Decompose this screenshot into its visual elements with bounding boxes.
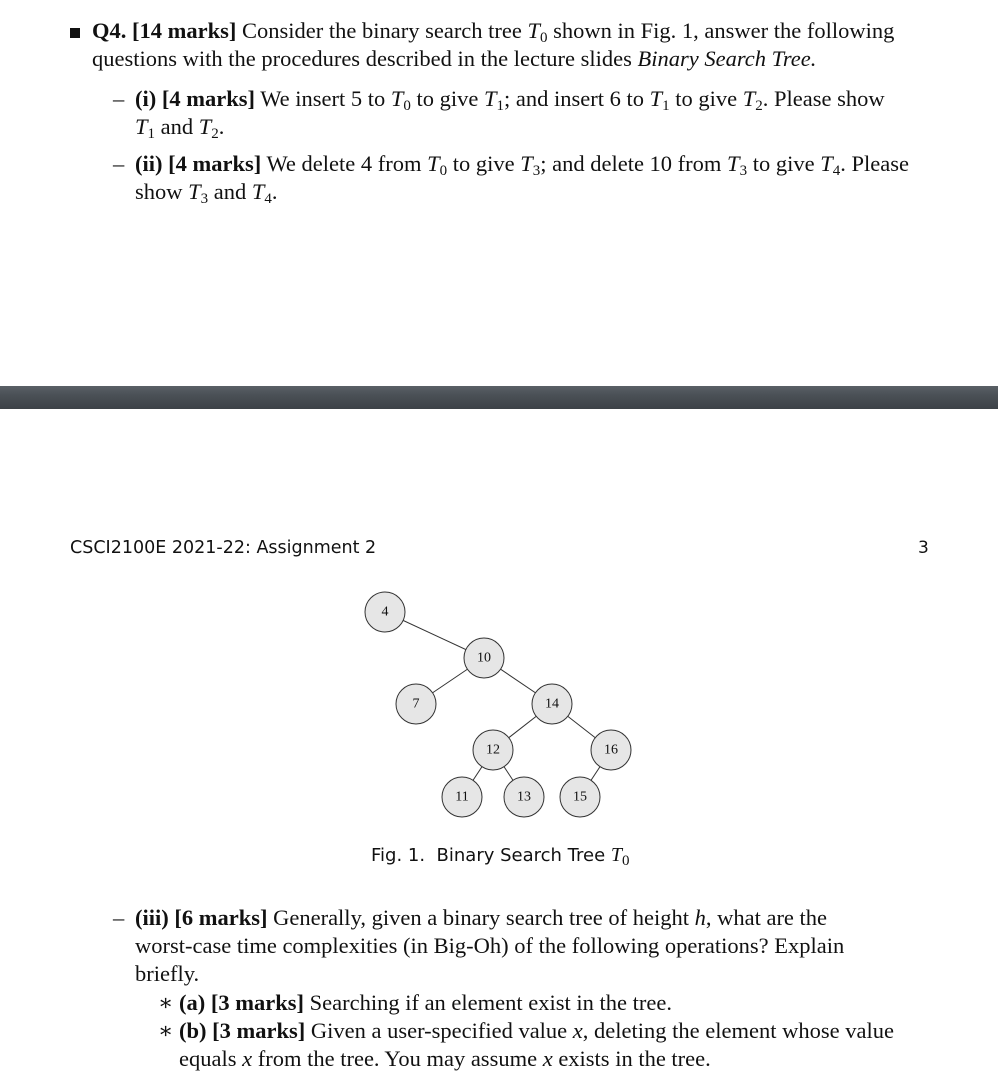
part-ii-text-b: to give bbox=[452, 151, 515, 176]
part-iii-line-1 bbox=[135, 904, 827, 932]
item-a-line bbox=[179, 989, 672, 1017]
item-b-text-a: Given a user-specified value bbox=[310, 1018, 568, 1043]
node-label-13: 13 bbox=[517, 789, 531, 805]
item-a-label: (a) bbox=[179, 990, 206, 1015]
item-b-text-c: equals bbox=[179, 1046, 237, 1071]
part-iii-line-2: worst-case time complexities (in Big-Oh) of the following operations? Explain bbox=[135, 933, 845, 958]
node-label-11: 11 bbox=[455, 789, 469, 805]
tree-t4-ref: $T_4$ bbox=[251, 179, 272, 207]
var-x: x bbox=[242, 1046, 253, 1071]
part-ii-text-and: and bbox=[213, 179, 247, 204]
part-ii-text-show: show bbox=[135, 179, 183, 204]
item-b-star: ∗ bbox=[158, 1018, 174, 1043]
part-iii-text-a: Generally, given a binary search tree of height bbox=[273, 905, 689, 930]
var-h: h bbox=[694, 905, 706, 930]
tree-t0-ref: $T_0$ bbox=[390, 86, 411, 114]
node-label-7: 7 bbox=[412, 696, 420, 712]
item-a-marks: [3 marks] bbox=[210, 990, 304, 1015]
var-x: x bbox=[542, 1046, 553, 1071]
part-iii-text-b: , what are the bbox=[705, 905, 828, 930]
part-iii-dash: – bbox=[113, 905, 125, 930]
item-b-line-2 bbox=[179, 1045, 711, 1073]
item-b-label: (b) bbox=[179, 1018, 207, 1043]
part-iii-label: (iii) bbox=[135, 905, 169, 930]
item-b-text-b: , deleting the element whose value bbox=[582, 1018, 894, 1043]
tree-t0-ref: $T_0$ bbox=[427, 151, 448, 179]
part-ii-dash: – bbox=[113, 151, 125, 176]
part-ii-text-a: We delete 4 from bbox=[266, 151, 422, 176]
var-x: x bbox=[572, 1018, 583, 1043]
tree-t3-ref: $T_3$ bbox=[727, 151, 748, 179]
q4-text-2: shown in Fig. 1, answer the following bbox=[553, 18, 895, 43]
part-ii-text-d: to give bbox=[752, 151, 815, 176]
q4-slides-title: Binary Search Tree. bbox=[637, 46, 817, 71]
part-ii-text-end: . bbox=[271, 179, 278, 204]
node-label-10: 10 bbox=[477, 650, 491, 666]
tree-t2-ref: $T_2$ bbox=[198, 114, 219, 142]
item-b-line-1 bbox=[179, 1017, 894, 1045]
part-ii-text-c: ; and delete 10 from bbox=[540, 151, 722, 176]
node-label-16: 16 bbox=[604, 742, 618, 758]
q4-text-1: Consider the binary search tree bbox=[242, 18, 522, 43]
part-i-text-c: ; and insert 6 to bbox=[504, 86, 645, 111]
part-ii-marks: [4 marks] bbox=[168, 151, 262, 176]
caption-tree-ref: $T_0$ bbox=[610, 844, 630, 869]
tree-t1-ref: $T_1$ bbox=[649, 86, 670, 114]
tree-t0-ref: $T_0$ bbox=[527, 18, 548, 46]
node-label-12: 12 bbox=[486, 742, 500, 758]
part-i-text-b: to give bbox=[416, 86, 479, 111]
part-i-marks: [4 marks] bbox=[161, 86, 255, 111]
part-i-text-d: to give bbox=[675, 86, 738, 111]
part-iii-line-3: briefly. bbox=[135, 961, 200, 986]
tree-t3-ref: $T_3$ bbox=[188, 179, 209, 207]
node-label-15: 15 bbox=[573, 789, 587, 805]
q4-text-3: questions with the procedures described in the lecture slides bbox=[92, 46, 632, 71]
tree-t4-ref: $T_4$ bbox=[820, 151, 841, 179]
part-ii-text-e: . Please bbox=[840, 151, 909, 176]
page-number: 3 bbox=[918, 538, 929, 558]
part-iii-marks: [6 marks] bbox=[174, 905, 268, 930]
node-label-4: 4 bbox=[381, 604, 389, 620]
item-b-marks: [3 marks] bbox=[212, 1018, 306, 1043]
figure-caption bbox=[371, 844, 630, 867]
page-header-course: CSCI2100E 2021-22: Assignment 2 bbox=[70, 538, 377, 558]
q4-label: Q4. bbox=[92, 18, 127, 43]
q4-marks: [14 marks] bbox=[132, 18, 237, 43]
part-i-text-e: . Please show bbox=[762, 86, 885, 111]
caption-text: Fig. 1. Binary Search Tree bbox=[371, 845, 606, 866]
part-i-text-a: We insert 5 to bbox=[260, 86, 386, 111]
part-i-text-end: . bbox=[218, 114, 225, 139]
tree-t1-ref: $T_1$ bbox=[135, 114, 156, 142]
tree-t3-ref: $T_3$ bbox=[520, 151, 541, 179]
part-ii-label: (ii) bbox=[135, 151, 163, 176]
tree-t1-ref: $T_1$ bbox=[484, 86, 505, 114]
item-a-star: ∗ bbox=[158, 990, 174, 1015]
part-i-label: (i) bbox=[135, 86, 157, 111]
part-i-text-and: and bbox=[160, 114, 194, 139]
item-a-text: Searching if an element exist in the tree. bbox=[309, 990, 672, 1015]
node-label-14: 14 bbox=[545, 696, 559, 712]
tree-t2-ref: $T_2$ bbox=[742, 86, 763, 114]
item-b-text-d: from the tree. You may assume bbox=[257, 1046, 538, 1071]
item-b-text-e: exists in the tree. bbox=[558, 1046, 711, 1071]
part-i-dash: – bbox=[113, 86, 125, 111]
